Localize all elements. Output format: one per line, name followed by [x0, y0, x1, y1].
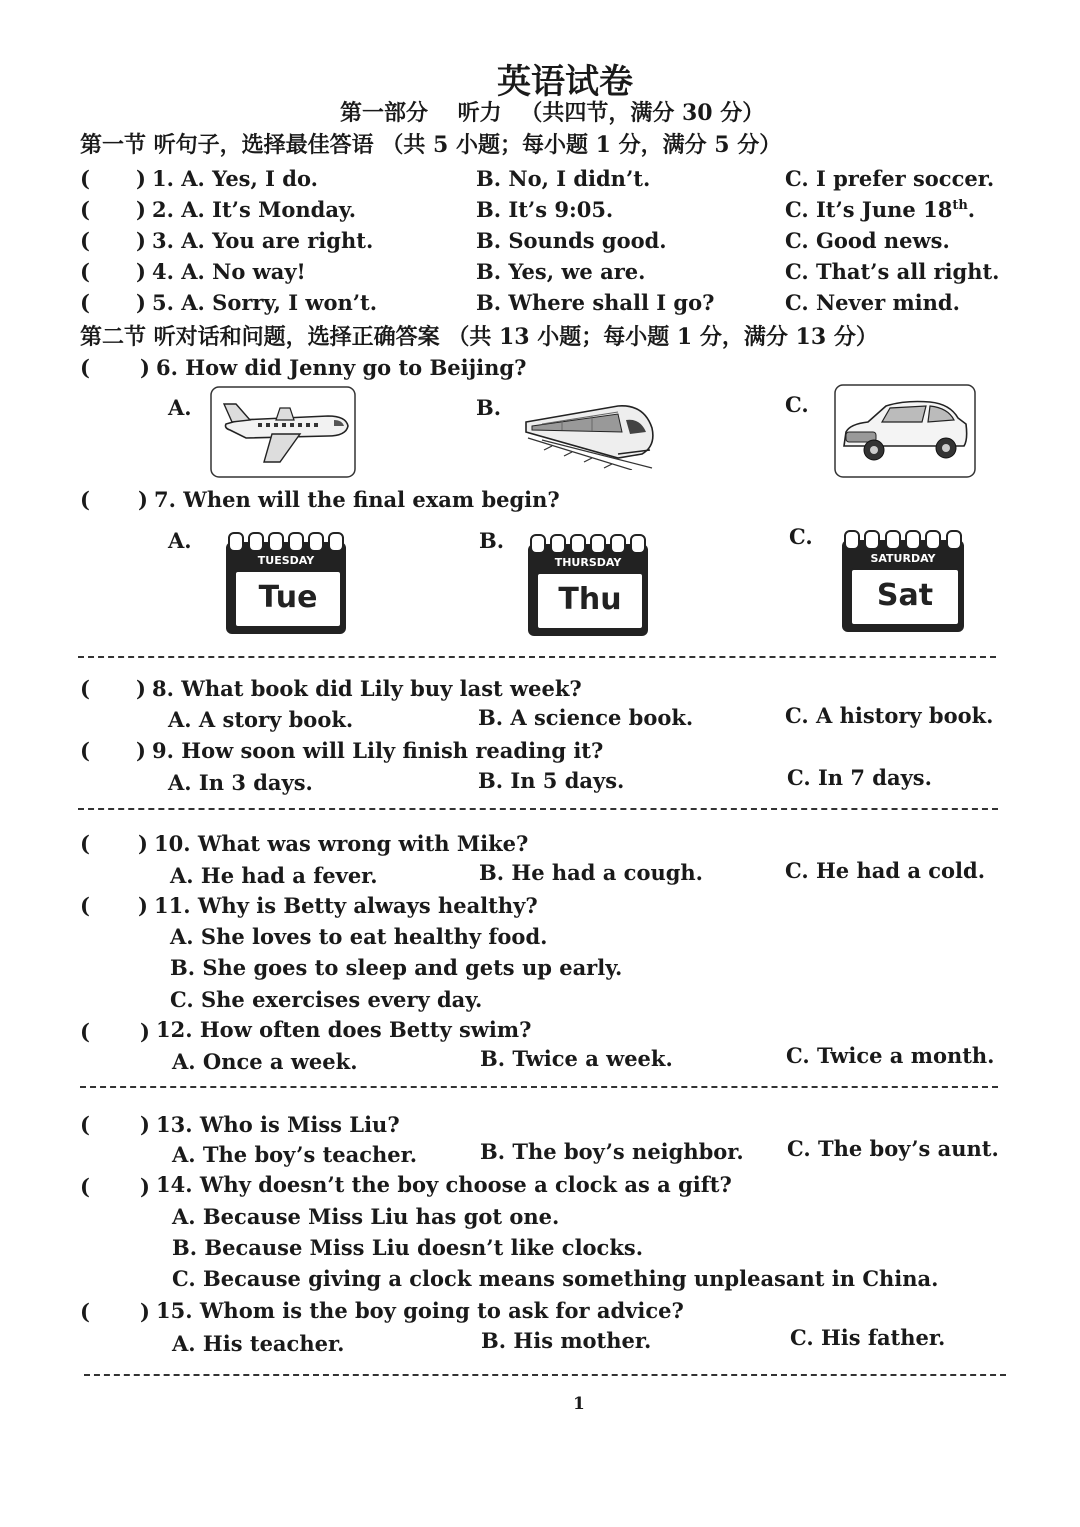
q3-option-c: C. Good news. — [785, 228, 950, 253]
answer-blank-close: ) — [136, 197, 146, 222]
q2-option-b: B. It’s 9:05. — [476, 197, 614, 222]
answer-blank-close: ) — [136, 290, 146, 315]
q10-option-b: B. He had a cough. — [479, 860, 703, 885]
section2-heading: 第二节 听对话和问题，选择正确答案 （共 13 小题；每小题 1 分，满分 13 分） — [80, 324, 878, 350]
train-icon — [522, 388, 662, 470]
answer-blank-open: ( — [80, 1299, 90, 1324]
answer-blank-open: ( — [80, 290, 90, 315]
answer-blank-open: ( — [80, 1174, 90, 1199]
calendar-day-abbr: Sat — [850, 568, 960, 626]
q15-option-b: B. His mother. — [481, 1328, 652, 1353]
dashed-divider — [78, 808, 998, 810]
q5-option-b: B. Where shall I go? — [476, 290, 715, 315]
dashed-divider — [80, 1086, 998, 1088]
q12-option-c: C. Twice a month. — [786, 1043, 995, 1068]
q15-question: 15. Whom is the boy going to ask for advice? — [156, 1298, 684, 1323]
q14-question: 14. Why doesn’t the boy choose a clock as a gift? — [156, 1172, 732, 1197]
part-heading: 第一部分 听力 （共四节，满分 30 分） — [340, 100, 765, 126]
calendar-day-label: THURSDAY — [554, 556, 622, 569]
q13-option-c: C. The boy’s aunt. — [787, 1136, 999, 1161]
q12-option-a: A. Once a week. — [172, 1049, 358, 1074]
answer-blank-close: ) — [136, 228, 146, 253]
q7-label-a: A. — [168, 528, 192, 553]
answer-blank-open: ( — [80, 197, 90, 222]
q8-option-c: C. A history book. — [785, 703, 994, 728]
answer-blank-close: ) — [138, 893, 148, 918]
answer-blank-close: ) — [140, 355, 150, 380]
q6-label-a: A. — [168, 395, 192, 420]
q9-option-a: A. In 3 days. — [168, 770, 313, 795]
answer-blank-close: ) — [138, 487, 148, 512]
answer-blank-close: ) — [140, 1019, 150, 1044]
q7-label-b: B. — [479, 528, 505, 553]
answer-blank-open: ( — [80, 1112, 90, 1137]
q8-option-a: A. A story book. — [168, 707, 354, 732]
section1-heading: 第一节 听句子，选择最佳答语 （共 5 小题；每小题 1 分，满分 5 分） — [80, 132, 782, 158]
q6-label-c: C. — [785, 392, 809, 417]
answer-blank-open: ( — [80, 487, 90, 512]
calendar-icon — [842, 530, 964, 632]
answer-blank-open: ( — [80, 259, 90, 284]
car-icon — [834, 384, 976, 478]
calendar-day-abbr: Tue — [234, 570, 342, 628]
answer-blank-close: ) — [136, 738, 146, 763]
answer-blank-open: ( — [80, 1019, 90, 1044]
q15-option-a: A. His teacher. — [172, 1331, 345, 1356]
q14-option-c: C. Because giving a clock means something unpleasant in China. — [172, 1266, 939, 1291]
page-title: 英语试卷 — [497, 62, 633, 102]
q9-option-c: C. In 7 days. — [787, 765, 932, 790]
q1-option-c: C. I prefer soccer. — [785, 166, 995, 191]
answer-blank-open: ( — [80, 166, 90, 191]
calendar-icon — [528, 534, 648, 636]
answer-blank-close: ) — [136, 166, 146, 191]
answer-blank-open: ( — [80, 893, 90, 918]
q2-option-a: 2. A. It’s Monday. — [152, 197, 357, 222]
q1-option-a: 1. A. Yes, I do. — [152, 166, 318, 191]
q10-option-a: A. He had a fever. — [170, 863, 378, 888]
answer-blank-close: ) — [140, 1174, 150, 1199]
q1-option-b: B. No, I didn’t. — [476, 166, 651, 191]
q12-question: 12. How often does Betty swim? — [156, 1017, 532, 1042]
q14-option-b: B. Because Miss Liu doesn’t like clocks. — [172, 1235, 644, 1260]
q3-option-a: 3. A. You are right. — [152, 228, 374, 253]
q4-option-a: 4. A. No way! — [152, 259, 306, 284]
answer-blank-open: ( — [80, 831, 90, 856]
calendar-day-abbr: Thu — [536, 572, 644, 630]
q8-question: 8. What book did Lily buy last week? — [152, 676, 582, 701]
answer-blank-close: ) — [136, 676, 146, 701]
calendar-day-label: TUESDAY — [257, 554, 315, 567]
q7-question: 7. When will the final exam begin? — [154, 487, 560, 512]
answer-blank-open: ( — [80, 355, 90, 380]
q13-option-a: A. The boy’s teacher. — [172, 1142, 418, 1167]
q6-label-b: B. — [476, 395, 502, 420]
q9-option-b: B. In 5 days. — [478, 768, 625, 793]
q4-option-b: B. Yes, we are. — [476, 259, 646, 284]
q10-option-c: C. He had a cold. — [785, 858, 986, 883]
q5-option-a: 5. A. Sorry, I won’t. — [152, 290, 378, 315]
q11-option-a: A. She loves to eat healthy food. — [170, 924, 548, 949]
q15-option-c: C. His father. — [790, 1325, 946, 1350]
answer-blank-open: ( — [80, 676, 90, 701]
dashed-divider — [84, 1374, 1006, 1376]
q11-option-c: C. She exercises every day. — [170, 987, 483, 1012]
q7-label-c: C. — [789, 524, 813, 549]
calendar-icon — [226, 532, 346, 634]
q5-option-c: C. Never mind. — [785, 290, 960, 315]
answer-blank-open: ( — [80, 228, 90, 253]
page-number: 1 — [573, 1394, 585, 1414]
dashed-divider — [78, 656, 996, 658]
q12-option-b: B. Twice a week. — [480, 1046, 673, 1071]
airplane-icon — [210, 386, 356, 478]
q6-question: 6. How did Jenny go to Beijing? — [156, 355, 527, 380]
q9-question: 9. How soon will Lily finish reading it? — [152, 738, 604, 763]
q3-option-b: B. Sounds good. — [476, 228, 667, 253]
q4-option-c: C. That’s all right. — [785, 259, 1000, 284]
answer-blank-close: ) — [138, 831, 148, 856]
q2-option-c: C. It’s June 18th. — [785, 197, 976, 222]
q8-option-b: B. A science book. — [478, 705, 694, 730]
q14-option-a: A. Because Miss Liu has got one. — [172, 1204, 560, 1229]
calendar-day-label: SATURDAY — [870, 552, 936, 565]
q11-question: 11. Why is Betty always healthy? — [154, 893, 538, 918]
answer-blank-close: ) — [140, 1112, 150, 1137]
answer-blank-close: ) — [136, 259, 146, 284]
q13-question: 13. Who is Miss Liu? — [156, 1112, 400, 1137]
answer-blank-close: ) — [140, 1299, 150, 1324]
q10-question: 10. What was wrong with Mike? — [154, 831, 529, 856]
answer-blank-open: ( — [80, 738, 90, 763]
q13-option-b: B. The boy’s neighbor. — [480, 1139, 744, 1164]
q11-option-b: B. She goes to sleep and gets up early. — [170, 955, 623, 980]
